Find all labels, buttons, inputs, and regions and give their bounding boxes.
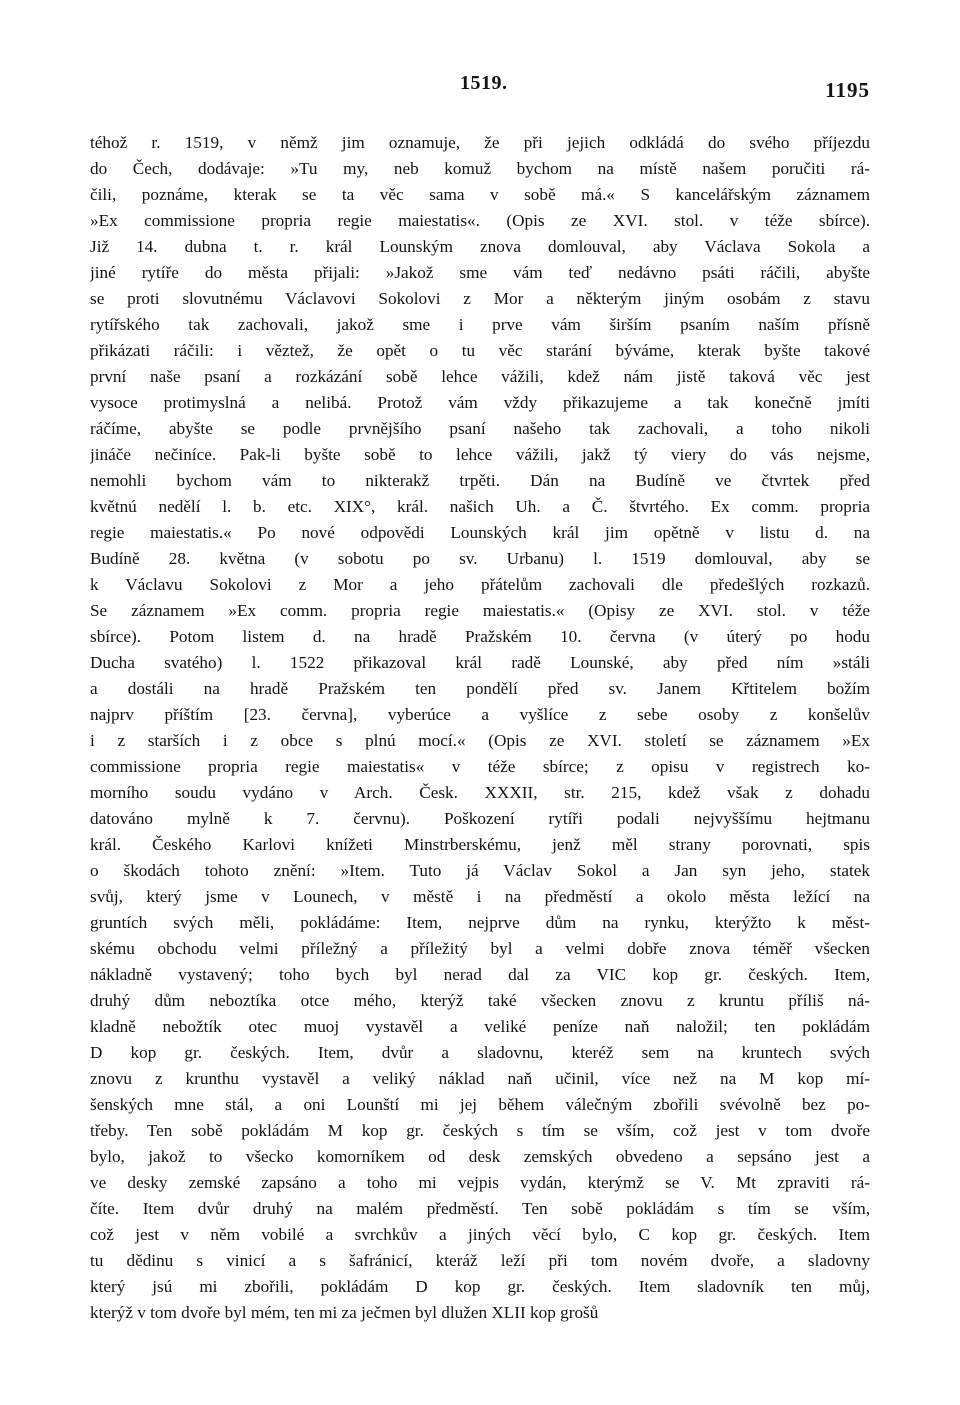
text-line: commissione propria regie maiestatis« v téže sbírce; z opisu v registrech ko- xyxy=(90,757,870,776)
text-line: svůj, který jsme v Lounech, v městě i na předměstí a okolo města ležící na xyxy=(90,887,870,906)
text-line: ve desky zemské zapsáno a toho mi vejpis vydán, kterýmž se V. Mt zpraviti rá- xyxy=(90,1173,870,1192)
text-line: o škodách tohoto znění: »Item. Tuto já Václav Sokol a Jan syn jeho, statek xyxy=(90,861,870,880)
text-line: číte. Item dvůr druhý na malém předměstí. Ten sobě pokládám s tím se vším, xyxy=(90,1199,870,1218)
text-line: třeby. Ten sobě pokládám M kop gr. českých s tím se vším, což jest v tom dvoře xyxy=(90,1121,870,1140)
text-line: druhý dům neboztíka otce mého, kterýž také všecken znovu z kruntu příliš ná- xyxy=(90,991,870,1010)
text-line: tu dědinu s vinicí a s šafránicí, kteráž leží při tom novém dvoře, a sladovny xyxy=(90,1251,870,1270)
text-line: téhož r. 1519, v němž jim oznamuje, že při jejich odkládá do svého příjezdu xyxy=(90,133,870,152)
text-line: do Čech, dodávaje: »Tu my, neb komuž bychom na místě našem poručiti rá- xyxy=(90,159,870,178)
text-line: Ducha svatého) l. 1522 přikazoval král radě Lounské, aby před ním »stáli xyxy=(90,653,870,672)
text-line: šenských mne stál, a oni Lounští mi jej během válečným zbořili svévolně bez po- xyxy=(90,1095,870,1114)
text-line: datováno mylně k 7. červnu). Poškození rytíři podali nejvyššímu hejtmanu xyxy=(90,809,870,828)
text-line: čili, poznáme, kterak se ta věc sama v sobě má.« S kancelářským záznamem xyxy=(90,185,870,204)
text-line: i z starších i z obce s plnú mocí.« (Opis ze XVI. století se záznamem »Ex xyxy=(90,731,870,750)
text-line: sbírce). Potom listem d. na hradě Pražském 10. června (v úterý po hodu xyxy=(90,627,870,646)
text-line: k Václavu Sokolovi z Mor a jeho přátelům zachovali dle předešlých rozkazů. xyxy=(90,575,870,594)
text-line: který jsú mi zbořili, pokládám D kop gr. českých. Item sladovník ten můj, xyxy=(90,1277,870,1296)
text-line: což jest v něm vobilé a svrchkův a jiných věcí bylo, C kop gr. českých. Item xyxy=(90,1225,870,1244)
text-line: kterýž v tom dvoře byl mém, ten mi za ječmen byl dlužen XLII kop grošů xyxy=(90,1303,599,1322)
text-line: najprv příštím [23. června], vyberúce a vyšlíce z sebe osoby z konšelův xyxy=(90,705,870,724)
text-line: květnú nedělí l. b. etc. XIX°, král. našich Uh. a Č. štvrtého. Ex comm. propria xyxy=(90,497,870,516)
text-line: nákladně vystavený; toho bych byl nerad dal za VIC kop gr. českých. Item, xyxy=(90,965,870,984)
text-line: Se záznamem »Ex comm. propria regie maiestatis.« (Opisy ze XVI. stol. v téže xyxy=(90,601,870,620)
text-line: znovu z krunthu vystavěl a veliký náklad naň učinil, více než na M kop mí- xyxy=(90,1069,870,1088)
text-line: jiné rytíře do města přijali: »Jakož sme vám teď nedávno psáti ráčili, abyšte xyxy=(90,263,870,282)
text-line: »Ex commissione propria regie maiestatis«. (Opis ze XVI. stol. v téže sbírce). xyxy=(90,211,870,230)
body-text xyxy=(90,130,870,1326)
text-line: Budíně 28. května (v sobotu po sv. Urbanu) l. 1519 domlouval, aby se xyxy=(90,549,870,568)
text-line: první naše psaní a rozkázání sobě lehce vážili, kdež nám jistě taková věc jest xyxy=(90,367,870,386)
text-line: bylo, jakož to všecko komorníkem od desk zemských obvedeno a sepsáno jest a xyxy=(90,1147,870,1166)
text-line: Již 14. dubna t. r. král Lounským znova domlouval, aby Václava Sokola a xyxy=(90,237,870,256)
text-line: regie maiestatis.« Po nové odpovědi Lounských král jim opětně v listu d. na xyxy=(90,523,870,542)
page-header xyxy=(90,72,870,106)
text-line: rytířského tak zachovali, jakož sme i prve vám širším psaním naším přísně xyxy=(90,315,870,334)
text-line: přikázati ráčili: i věztež, že opět o tu věc starání býváme, kterak byšte takové xyxy=(90,341,870,360)
text-line: gruntích svých měli, pokládáme: Item, nejprve dům na rynku, kterýžto k měst- xyxy=(90,913,870,932)
text-line: a dostáli na hradě Pražském ten pondělí před sv. Janem Křtitelem božím xyxy=(90,679,870,698)
text-line: skému obchodu velmi příležný a příležitý byl a velmi dobře znova téměř všecken xyxy=(90,939,870,958)
running-head-year: 1519. xyxy=(460,72,508,94)
text-line: vysoce protimyslná a nelibá. Protož vám vždy přikazujeme a tak konečně jmíti xyxy=(90,393,870,412)
text-line: morního soudu vydáno v Arch. Česk. XXXII, str. 215, kdež však z dohadu xyxy=(90,783,870,802)
text-line: jináče nečiníce. Pak-li byšte sobě to lehce vážili, jakž tý viery do vás nejsme, xyxy=(90,445,870,464)
page-number: 1195 xyxy=(825,78,870,102)
text-line: král. Českého Karlovi knížeti Minstrberskému, jenž měl strany porovnati, spis xyxy=(90,835,870,854)
text-line: se proti slovutnému Václavovi Sokolovi z Mor a některým jiným osobám z stavu xyxy=(90,289,870,308)
text-line: nemohli bychom vám to nikterakž trpěti. Dán na Budíně ve čtvrtek před xyxy=(90,471,870,490)
text-line: kladně nebožtík otec muoj vystavěl a veliké peníze naň naložil; ten pokládám xyxy=(90,1017,870,1036)
text-line: D kop gr. českých. Item, dvůr a sladovnu, kteréž sem na kruntech svých xyxy=(90,1043,870,1062)
text-line: ráčíme, abyšte se podle prvnějšího psaní našeho tak zachovali, a toho nikoli xyxy=(90,419,870,438)
